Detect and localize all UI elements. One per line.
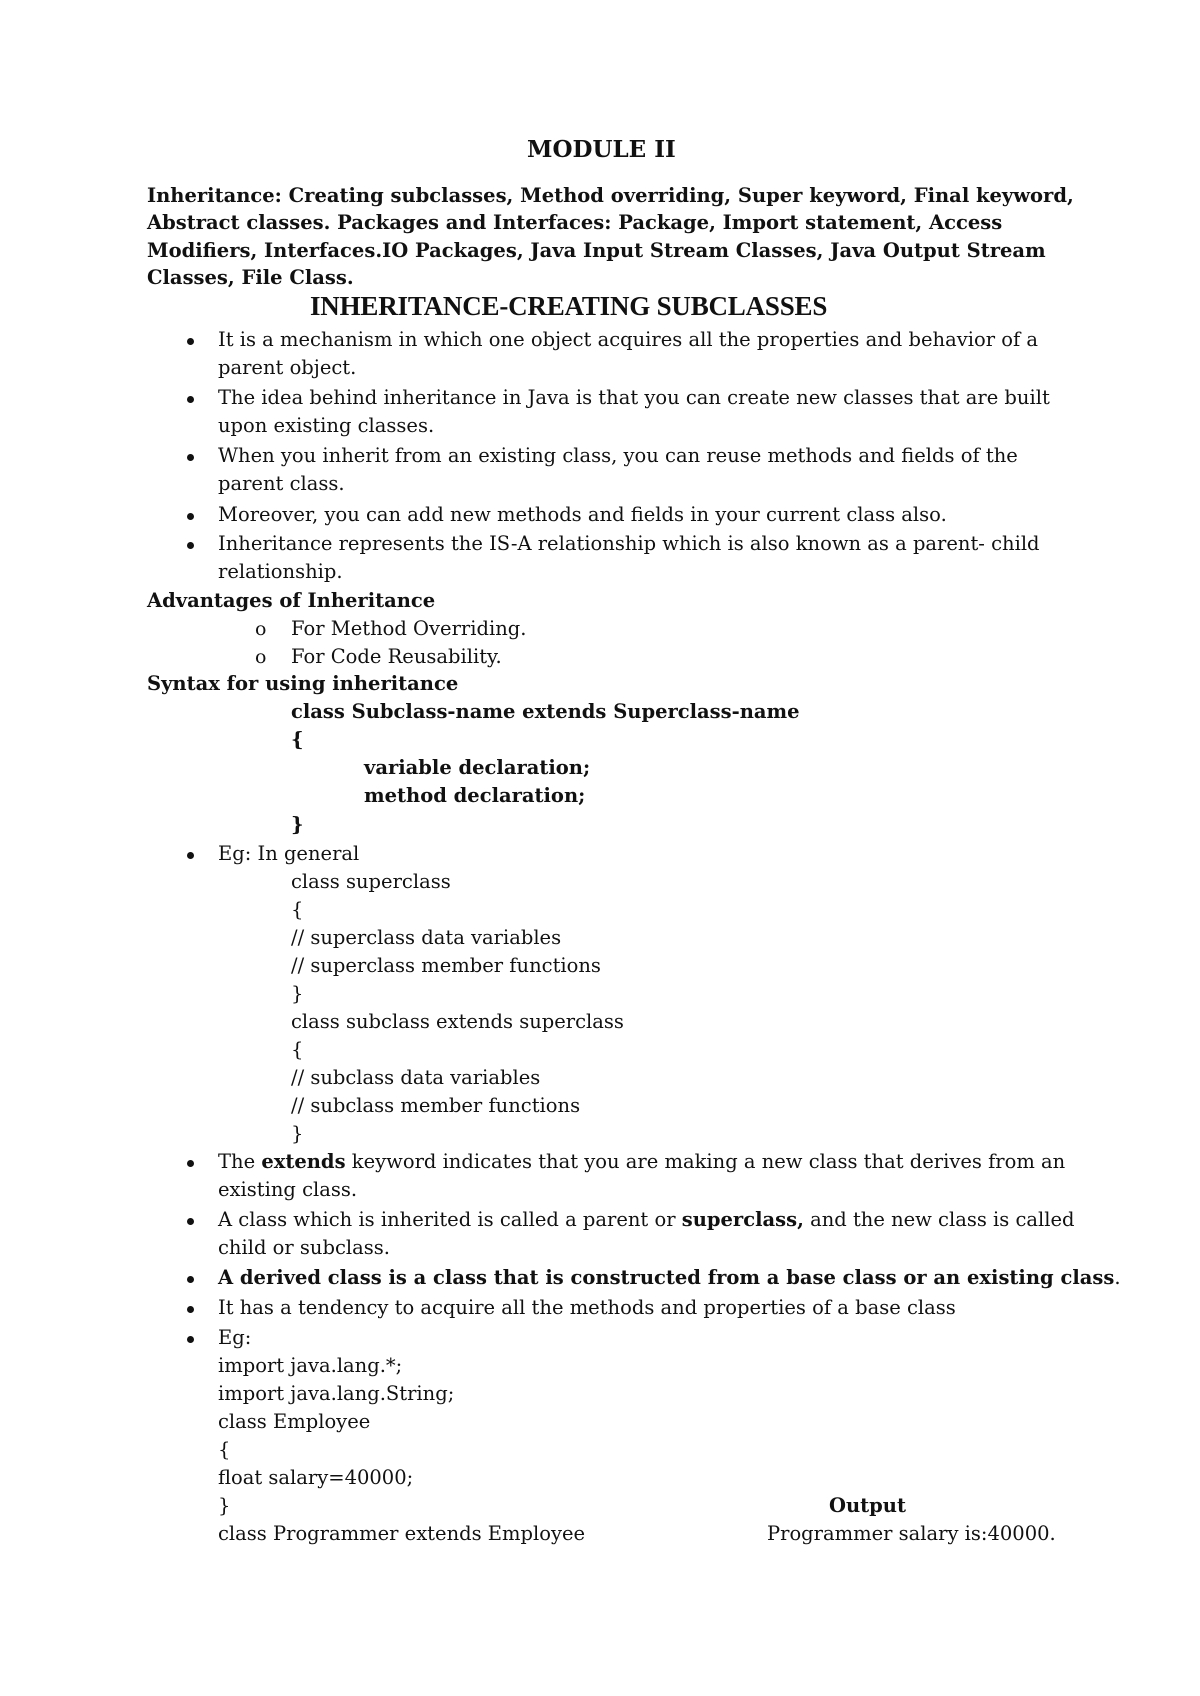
output-text: Programmer salary is:40000.: [767, 1522, 1056, 1545]
code-line: // superclass member functions: [291, 954, 601, 977]
bullet-icon: [187, 1218, 194, 1225]
syllabus-line: Inheritance: Creating subclasses, Method overriding, Super keyword, Final keyword,: [147, 184, 1074, 207]
bullet-text: Moreover, you can add new methods and fields in your current class also.: [218, 503, 947, 526]
module-title: MODULE II: [527, 136, 676, 163]
extends-note-line2: existing class.: [218, 1178, 358, 1201]
syntax-line: variable declaration;: [364, 756, 591, 779]
bullet-icon: [187, 852, 194, 859]
code-line: class Employee: [218, 1410, 371, 1433]
bullet-text: relationship.: [218, 560, 343, 583]
code-line: // subclass data variables: [291, 1066, 541, 1089]
syntax-line: }: [291, 813, 304, 836]
syllabus-line: Abstract classes. Packages and Interfaces: Package, Import statement, Access: [147, 211, 1003, 234]
bullet-text: Inheritance represents the IS-A relationship which is also known as a parent- child: [218, 532, 1040, 555]
code-line: class superclass: [291, 870, 451, 893]
bullet-text: The idea behind inheritance in Java is that you can create new classes that are built: [218, 386, 1050, 409]
code-line: }: [218, 1494, 231, 1517]
code-line: // subclass member functions: [291, 1094, 581, 1117]
syntax-line: method declaration;: [364, 784, 586, 807]
code-line: {: [291, 898, 304, 921]
code-line: class subclass extends superclass: [291, 1010, 624, 1033]
section-title: INHERITANCE-CREATING SUBCLASSES: [310, 291, 828, 321]
advantage-item: For Code Reusability.: [291, 645, 502, 668]
bullet-icon: [187, 513, 194, 520]
derived-note: A derived class is a class that is constructed from a base class or an existing class.: [218, 1266, 1121, 1289]
code-line: // superclass data variables: [291, 926, 562, 949]
circle-bullet-icon: o: [255, 646, 267, 668]
circle-bullet-icon: o: [255, 618, 267, 640]
advantages-heading: Advantages of Inheritance: [147, 589, 436, 612]
code-line: }: [291, 982, 304, 1005]
bullet-text: When you inherit from an existing class, you can reuse methods and fields of the: [218, 444, 1018, 467]
bullet-icon: [187, 454, 194, 461]
advantage-item: For Method Overriding.: [291, 617, 527, 640]
code-line: float salary=40000;: [218, 1466, 414, 1489]
parent-note: A class which is inherited is called a parent or superclass, and the new class is called: [218, 1208, 1075, 1231]
code-line: }: [291, 1122, 304, 1145]
bullet-icon: [187, 396, 194, 403]
bullet-icon: [187, 542, 194, 549]
syntax-line: {: [291, 728, 304, 751]
parent-note-line2: child or subclass.: [218, 1236, 390, 1259]
bullet-text: parent class.: [218, 472, 345, 495]
extends-note: The extends keyword indicates that you are making a new class that derives from an: [218, 1150, 1066, 1173]
example-label: Eg:: [218, 1326, 252, 1349]
tendency-note: It has a tendency to acquire all the methods and properties of a base class: [218, 1296, 956, 1319]
syllabus-line: Modifiers, Interfaces.IO Packages, Java Input Stream Classes, Java Output Stream: [147, 239, 1046, 262]
bullet-icon: [187, 1306, 194, 1313]
code-line: {: [291, 1038, 304, 1061]
example-label: Eg: In general: [218, 842, 360, 865]
code-line: class Programmer extends Employee: [218, 1522, 586, 1545]
code-line: {: [218, 1438, 231, 1461]
code-line: import java.lang.String;: [218, 1382, 455, 1405]
bullet-icon: [187, 1336, 194, 1343]
bullet-icon: [187, 1160, 194, 1167]
bullet-text: It is a mechanism in which one object acquires all the properties and behavior of a: [218, 328, 1038, 351]
bullet-icon: [187, 338, 194, 345]
bullet-text: upon existing classes.: [218, 414, 435, 437]
bullet-text: parent object.: [218, 356, 357, 379]
output-heading: Output: [829, 1494, 906, 1517]
code-line: import java.lang.*;: [218, 1354, 403, 1377]
syntax-line: class Subclass-name extends Superclass-name: [291, 700, 800, 723]
syllabus-line: Classes, File Class.: [147, 266, 354, 289]
syntax-heading: Syntax for using inheritance: [147, 672, 459, 695]
bullet-icon: [187, 1276, 194, 1283]
